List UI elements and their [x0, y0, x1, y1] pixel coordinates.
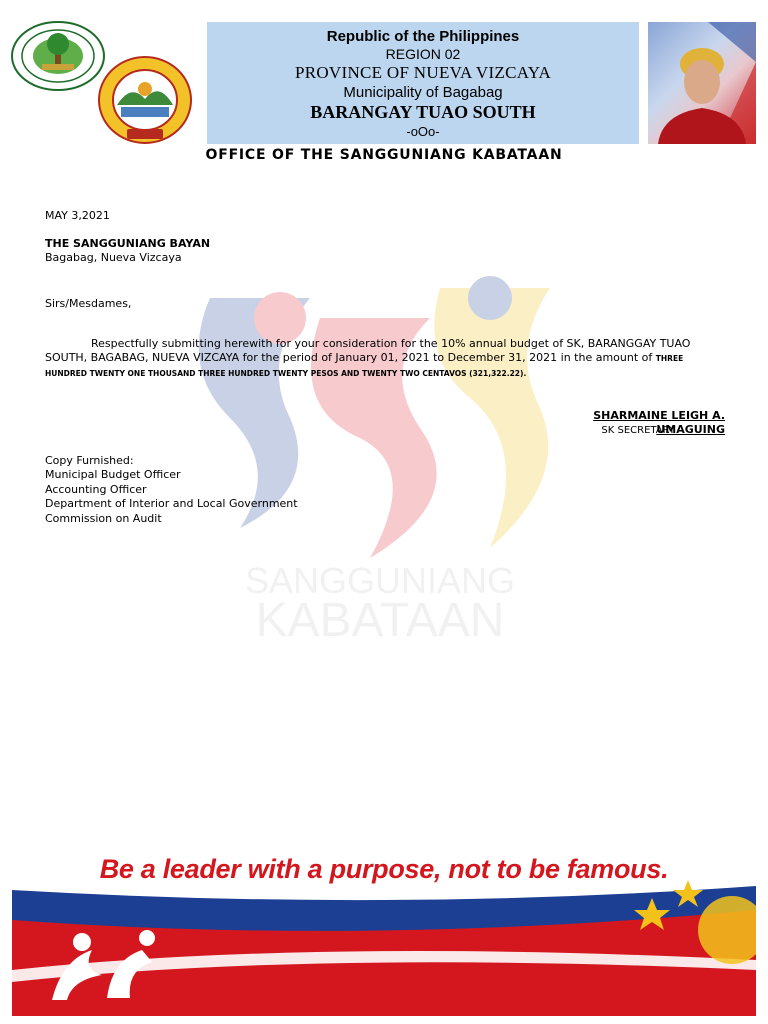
bagabag-municipal-seal — [10, 20, 106, 92]
addressee-name: THE SANGGUNIANG BAYAN — [45, 237, 211, 250]
copy-furnished-item: Commission on Audit — [45, 512, 162, 525]
footer-banner — [12, 850, 756, 1016]
region-heading: REGION 02 — [385, 46, 461, 62]
province-heading: PROVINCE OF NUEVA VIZCAYA — [294, 63, 552, 82]
salutation: Sirs/Mesdames, — [45, 297, 132, 310]
copy-furnished-item: Accounting Officer — [45, 483, 147, 496]
sk-official-photo — [648, 22, 756, 144]
watermark-line2: KABATAAN — [255, 594, 505, 647]
office-title: OFFICE OF THE SANGGUNIANG KABATAAN — [205, 147, 563, 163]
sk-logo-watermark — [170, 258, 590, 658]
letter-body — [45, 337, 725, 381]
copy-furnished-item: Department of Interior and Local Government — [45, 497, 298, 510]
municipality-heading: Municipality of Bagabag — [343, 84, 503, 101]
slogan: Be a leader with a purpose, not to be famous. — [99, 854, 669, 884]
signatory-name: SHARMAINE LEIGH A. UMAGUING — [593, 409, 725, 436]
watermark-line1: SANGGUNIANG — [244, 560, 516, 601]
sk-tuao-south-seal — [97, 55, 193, 145]
copy-furnished-label: Copy Furnished: — [45, 454, 134, 467]
republic-heading: Republic of the Philippines — [326, 28, 520, 45]
header-ornament: -oOo- — [406, 124, 440, 139]
letter-body-main: Respectfully submitting herewith for your consideration for the 10% annual budget of SK, BARANGGAY TUAO SOUTH, BAGABAG, NUEVA VIZCAYA for the period of January 01, 2021 to December 31, 2021 in the amount of — [45, 337, 691, 364]
addressee-place: Bagabag, Nueva Vizcaya — [45, 251, 182, 264]
signatory-title: SK SECRETARY — [601, 425, 675, 436]
copy-furnished-item: Municipal Budget Officer — [45, 468, 181, 481]
barangay-heading: BARANGAY TUAO SOUTH — [310, 102, 536, 122]
budget-amount-words: THREE HUNDRED TWENTY ONE THOUSAND THREE HUNDRED TWENTY PESOS AND TWENTY TWO CENTAVOS (321,322.22). — [45, 354, 684, 378]
letter-date: MAY 3,2021 — [45, 209, 110, 222]
letterhead-banner — [207, 22, 639, 144]
